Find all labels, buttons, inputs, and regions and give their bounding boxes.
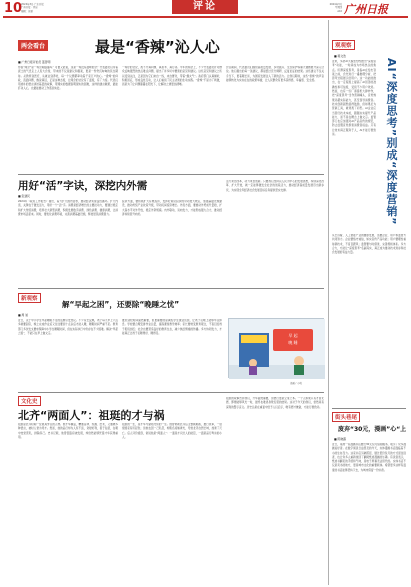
header-meta-line: 广州日报 · 评论 (21, 6, 38, 10)
article1-headline: 最是“香辣”沁人心 (95, 38, 220, 56)
header-meta-line: 星期四 (334, 6, 342, 10)
article1-byline: ■ 广州日报评论员 蓝哲明 (18, 60, 51, 64)
article4-body-col2: 祖珽的一生，是才华与缺陷交织的一生。他曾协助北齐后主整顿朝政，推行改革，一度使国家有所起色；但他也因一己私怨，构陷名将斛律光，导致北齐自毁长城，加速了灭亡。后人评价祖珽，常说他是“两面人”：一面是才识过人的能臣，一面是品行卑劣的小人。 (122, 423, 222, 439)
header-meta-left (21, 3, 44, 13)
right-column-headline: AI“深度思考”别成“深度营销” (385, 58, 398, 226)
article3-byline: ■ 周 旭 (18, 313, 29, 317)
newspaper-logo: 广州日报 (344, 3, 388, 16)
right-lower-body: 近日，某地一家漫画书店推出30元包月借阅服务，吸引了众多漫画爱好者。在数字阅读日益普及的今天，实体漫画书店面临着不小的生存压力。这家书店另辟蹊径，通过低价包月的方式留住读者，也让许多人重新找回了翻阅纸质漫画的乐趣。有读者表示，纸质书翻页的手感和气味，是电子屏幕无法替代的。实体书店不仅是卖书的地方，更是城市文化的重要载体。希望更多这样有温度的书店能够坚持下去，为城市保留一份书香。 (332, 443, 406, 472)
article1-body-col1: 你说“两会”是一场会期盛宴吗？可谁又能说，这是一场没有滋味的会？代表委员们带着泥土的气息走上人民大会堂，带来的不仅是建议和提案，更是一份份沉甸甸的民生期待。从教育到医疗，从就业到养老，每一个议题都牵动着千家万户的心。“香辣”的问政，直面问题，敢说真话，正是这种态度，让两会的讨论有了温度，有了力度。代表们用质朴的语言讲述基层的故事，用翔实的数据说明现实的困难，这样的建言献策，最能打动人心，也最能推动工作落到实处。 (18, 66, 118, 91)
right-column-body-a: 近来，多款AI大模型纷纷推出“深度思考”功能，一时间成为市场热议的焦点。所谓深度思考，是指AI在给出答案之前，会先进行一番推理分析，把思考过程展示给用户。这一功能的推出，在一定程度上提高了AI回答的准确性和可信度，受到不少用户欢迎。然而，也有一些厂商借机大肆炒作，把“深度思考”当作营销噱头，宣传效果远超实际能力，甚至误导消费者。技术创新固然值得鼓励，但如果沦为营销工具，就背离了初衷。AI企业应当回归技术本质，踏踏实实提升产品能力，而不是在概念上做文章。监管部门也应加强对AI产品宣传的规范，防止虚假宣传损害消费者权益。只有让技术真正服务于人，AI才能行稳致远。 (332, 60, 376, 137)
article1-body-col2: 一场好的讨论，离不开真问题、真思考、真行动。今年的两会上，不少代表委员针对群众反映强烈的热点难点问题，提出了许多切中要害的意见和建议。这些意见和建议之所以受到关注，正是因为它们来自一线，来自群众，带着“烟火气”。政府部门认真倾听，积极回应，形成良性互动，让人们看到了民主决策的生动实践。“香辣”不是为了刺激，而是为了让问题暴露在阳光下，让解决之道更加清晰。 (122, 66, 222, 87)
svg-text:晚 睡: 晚 睡 (288, 340, 298, 345)
right-lower-tag: 街头巷尾 (332, 412, 360, 422)
cartoon-caption: 漫画 / 小明 (290, 382, 302, 385)
divider (18, 174, 324, 175)
article2-body-col2: 投资方面，要积极扩大有效投资，发挥好政府投资的带动放大效应，加强基础设施建设，推动传统产业改造升级，带动民间投资增长。外需方面，要推动外贸质升量稳，扩大高水平对外开放，稳定外资规模。内外联动，双向发力，才能形成强大合力，推动经济持续回升向好。 (122, 200, 222, 216)
article1-body-col3: 会议期间，代表委员们围绕高质量发展、乡村振兴、生态保护等重大课题展开深入讨论。他们提出的每一条建议，都是经过充分调研、反复论证的结果。这些建议不仅关乎当下，更着眼长远，为国家发展注入了新的活力。让我们期待，这些“香辣”的声音能够转化为实实在在的政策举措，让人民群众有更多获得感、幸福感、安全感。 (226, 66, 324, 82)
right-lower-byline: ■ 陈晓露 (334, 437, 346, 441)
section-title: 评论 (172, 0, 238, 14)
header-meta-line: A10 (337, 9, 342, 13)
header-meta-line: 2024年3月·广东日报 (21, 3, 44, 6)
header-meta-right (318, 3, 342, 13)
divider (18, 288, 324, 289)
right-column-byline: ■ 蒋文浩 (334, 54, 346, 58)
right-column-body-b: 从长远看，人工智能产业的健康发展，需要企业、用户和监管方共同努力。企业要恪守诚信，如实宣传产品功能；用户要理性看待新技术，不盲目跟风；监管要与时俱进，完善规则体系。多方合力，方能让“深度思考”名副其实，真正成为推动技术进步和社会发展的有益力量。 (332, 234, 406, 255)
article3-headline: 解“早起之困”，还要除“晚睡之忧” (62, 300, 180, 309)
right-column-tag: 观观察 (332, 40, 355, 50)
column-separator (328, 20, 329, 585)
article3-body-col2: 推迟到校时间固然重要，但更重要的是减轻学生课业负担，让孩子们晚上能够早点休息。学校要合理安排作业总量，提高课堂教学效率；家长要转变教育观念，不盲目给孩子报班加压；社会也要营造良好的教育生态，减少焦虑情绪的传播。多方协同发力，才能真正让孩子们睡得好、睡得足。 (122, 319, 222, 335)
header-meta-line: 2024年3月 (329, 3, 342, 6)
cartoon-illustration (228, 318, 324, 378)
page-number: 10 (4, 1, 23, 16)
article2-body-col1: 2024年《政府工作报告》提出，着力扩大国内需求，推动经济实现良性循环。扩大内需，关键在于激发活力，用好一个“活”字。消费是经济增长的主要拉动力，要通过稳定和扩大传统消费，培育壮大新型消费，积极发展数字消费、绿色消费、健康消费，让消费市场活起来。同时，要优化消费环境，完善消费基础设施，释放居民消费潜力。 (18, 200, 118, 216)
article3-body-col1: 近日，关于中小学生早起睡眠不足的话题引发热议。不少家长反映，孩子每天早上六点多就要起床，晚上完成作业后又往往要到十点以后才能入睡，睡眠时间严重不足。教育部门多次发文要求保障中小学生睡眠时间，但在实际执行中仍存在不少困难。解决“早起之困”，不能只在早上做文章。 (18, 319, 118, 335)
svg-text:早 起: 早 起 (288, 333, 298, 338)
article4-body-col1: 祖珽是北齐时期一位极具争议的人物。他才华横溢，精通音律、绘画、医术，又通晓多种语言，被时人誉为奇才。然而，他的品行却为人所不齿，贪财好利，善于钻营，在朝中结党营私，排除异己。史书记载，他曾因盗窃被发现，却依然能够凭借才华获得重用。 (18, 423, 118, 439)
header-rule (3, 16, 408, 18)
article2-byline: ■ 张建民 (18, 194, 30, 198)
divider (332, 408, 406, 409)
article4-body-col3: 祖珽的故事告诉我们，才华固然重要，但德行更是立身之本。一个人如果只有才而无德，即便能够风光一时，最终也难逃身败名裂的结局。这对于今天的我们，依然具有深刻的警示意义。历史总是在重复中给予人们启示，唯有德才兼备，方能行稳致远。 (226, 397, 324, 409)
article2-headline: 用好“活”字诀，深挖内外需 (18, 180, 148, 192)
article3-tag: 新观察 (18, 293, 41, 303)
right-lower-headline: 废弃“30元，漫画”心“上 (338, 426, 407, 433)
article4-headline: 北齐“两面人”：祖珽的才与祸 (18, 409, 165, 422)
article1-tag: 两会看台 (18, 40, 48, 51)
divider (18, 392, 324, 393)
article4-tag: 文化史 (18, 396, 41, 406)
cartoon-icon (229, 319, 325, 379)
article2-body-col3: 活力来自改革，动力来自创新。只要我们坚持以人民为中心的发展思想，持续深化改革、扩大开放，就一定能够激发全社会的创造活力，推动经济高质量发展迈出新步伐，为实现全年经济社会发展目标任务提供坚实支撑。 (226, 180, 324, 192)
header-meta-line: 编辑：刘夏 (21, 9, 33, 13)
